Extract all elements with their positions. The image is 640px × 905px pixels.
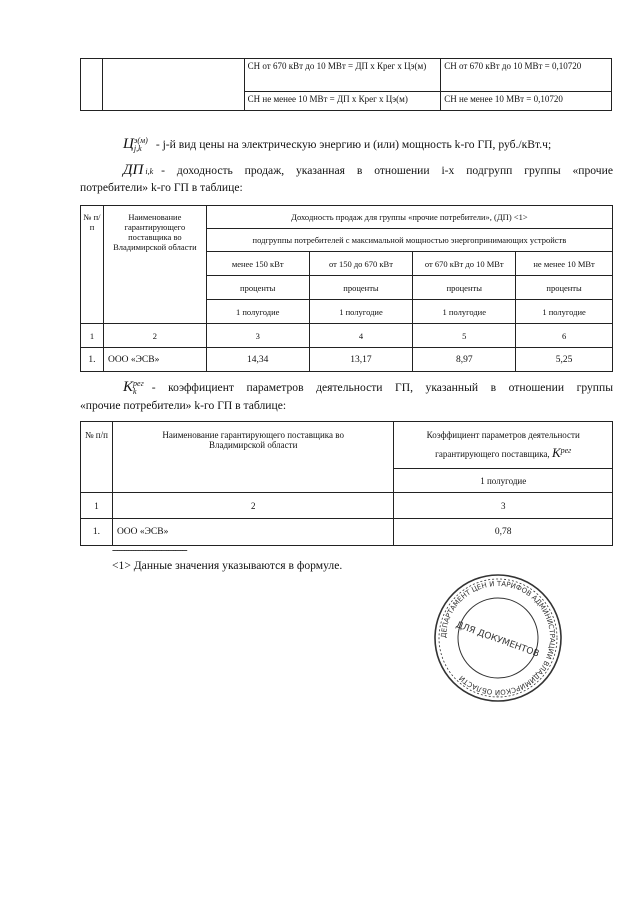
value-cell: СН от 670 кВт до 10 МВт = 0,10720	[441, 59, 612, 92]
coef-table	[80, 421, 613, 546]
row-number: 1.	[81, 519, 113, 546]
footnote-separator: --------------------------------	[112, 545, 187, 556]
index-cell: 3	[394, 493, 613, 519]
unit-cell: проценты	[206, 276, 309, 300]
row-number: 1.	[81, 348, 104, 372]
table-row	[81, 348, 613, 372]
profit-definition-line1	[123, 163, 613, 179]
profit-value: 5,25	[516, 348, 613, 372]
name-header: Наименование гарантирующего поставщика во Владимирской области	[103, 206, 206, 324]
column-header: от 670 кВт до 10 МВт	[413, 252, 516, 276]
price-definition-text: - j-й вид цены на электрическую энергию и (или) мощность k-го ГП, руб./кВт.ч;	[155, 138, 552, 151]
period-cell: 1 полугодие	[206, 300, 309, 324]
index-cell: 2	[103, 324, 206, 348]
index-cell: 2	[112, 493, 394, 519]
index-cell: 1	[81, 324, 104, 348]
coef-symbol: K	[123, 379, 134, 395]
coef-header-sup: рег	[560, 446, 572, 455]
profit-value: 14,34	[206, 348, 309, 372]
group-header: Доходность продаж для группы «прочие потребители», (ДП) <1>	[206, 206, 612, 229]
empty-cell	[81, 59, 103, 111]
unit-cell: проценты	[413, 276, 516, 300]
price-subscript: j,k	[133, 144, 142, 154]
table-row	[81, 493, 613, 519]
stamp-ring-text: ДЕПАРТАМЕНТ ЦЕН И ТАРИФОВ АДМИНИСТРАЦИИ ВЛАДИМИРСКОЙ ОБЛАСТИ	[439, 579, 557, 697]
column-header: не менее 10 МВт	[516, 252, 613, 276]
coef-definition-text: - коэффициент параметров деятельности ГП, указанный в отношении группы	[151, 381, 613, 394]
table-row	[81, 519, 613, 546]
index-cell: 4	[309, 324, 413, 348]
price-superscript: э(м)	[133, 136, 148, 146]
index-cell: 5	[413, 324, 516, 348]
coef-superscript: рег	[133, 379, 144, 389]
supplier-name: ООО «ЭСВ»	[103, 348, 206, 372]
coef-definition-line2: «прочие потребители» k-го ГП в таблице:	[80, 399, 287, 412]
profit-symbol: ДП	[123, 162, 144, 178]
coef-header-symbol: K	[551, 445, 561, 460]
period-cell: 1 полугодие	[516, 300, 613, 324]
index-cell: 1	[81, 493, 113, 519]
footnote-text: <1> Данные значения указываются в формуле.	[112, 559, 343, 572]
column-header: менее 150 кВт	[206, 252, 309, 276]
table-row	[81, 206, 613, 229]
supplier-name: ООО «ЭСВ»	[112, 519, 394, 546]
column-header: от 150 до 670 кВт	[309, 252, 413, 276]
num-header: № п/п	[81, 422, 113, 493]
period-cell: 1 полугодие	[309, 300, 413, 324]
name-header: Наименование гарантирующего поставщика во Владимирской области	[112, 422, 394, 493]
index-cell: 3	[206, 324, 309, 348]
coef-header	[394, 422, 613, 469]
table-row	[81, 324, 613, 348]
value-cell: СН не менее 10 МВт = 0,10720	[441, 92, 612, 111]
coef-header-text: Коэффициент параметров деятельности гарантирующего поставщика,	[426, 430, 580, 459]
profit-subscript: i,k	[145, 167, 154, 176]
table-row	[81, 59, 612, 92]
profit-value: 8,97	[413, 348, 516, 372]
coef-value: 0,78	[394, 519, 613, 546]
period-cell: 1 полугодие	[394, 469, 613, 493]
coef-subscript: k	[133, 387, 137, 397]
profit-table	[80, 205, 613, 372]
profit-definition-line2: потребители» k-го ГП в таблице:	[80, 181, 243, 194]
num-header: № п/п	[81, 206, 104, 324]
price-symbol: Ц	[123, 136, 134, 152]
empty-cell	[102, 59, 244, 111]
formula-cell: СН от 670 кВт до 10 МВт = ДП х Крег х Цэ(м)	[244, 59, 441, 92]
table-row	[81, 422, 613, 469]
stamp-seal	[432, 572, 564, 704]
period-cell: 1 полугодие	[413, 300, 516, 324]
subgroup-header: подгруппы потребителей с максимальной мощностью энергопринимающих устройств	[206, 229, 612, 252]
profit-value: 13,17	[309, 348, 413, 372]
price-definition	[123, 137, 551, 153]
unit-cell: проценты	[309, 276, 413, 300]
index-cell: 6	[516, 324, 613, 348]
profit-definition-text: - доходность продаж, указанная в отношении i-х подгрупп группы «прочие	[161, 164, 613, 177]
unit-cell: проценты	[516, 276, 613, 300]
stamp-center-text: ДЛЯ ДОКУМЕНТОВ	[454, 620, 541, 660]
tariff-table	[80, 58, 612, 111]
coef-definition-line1	[123, 380, 613, 396]
formula-cell: СН не менее 10 МВт = ДП х Крег х Цэ(м)	[244, 92, 441, 111]
